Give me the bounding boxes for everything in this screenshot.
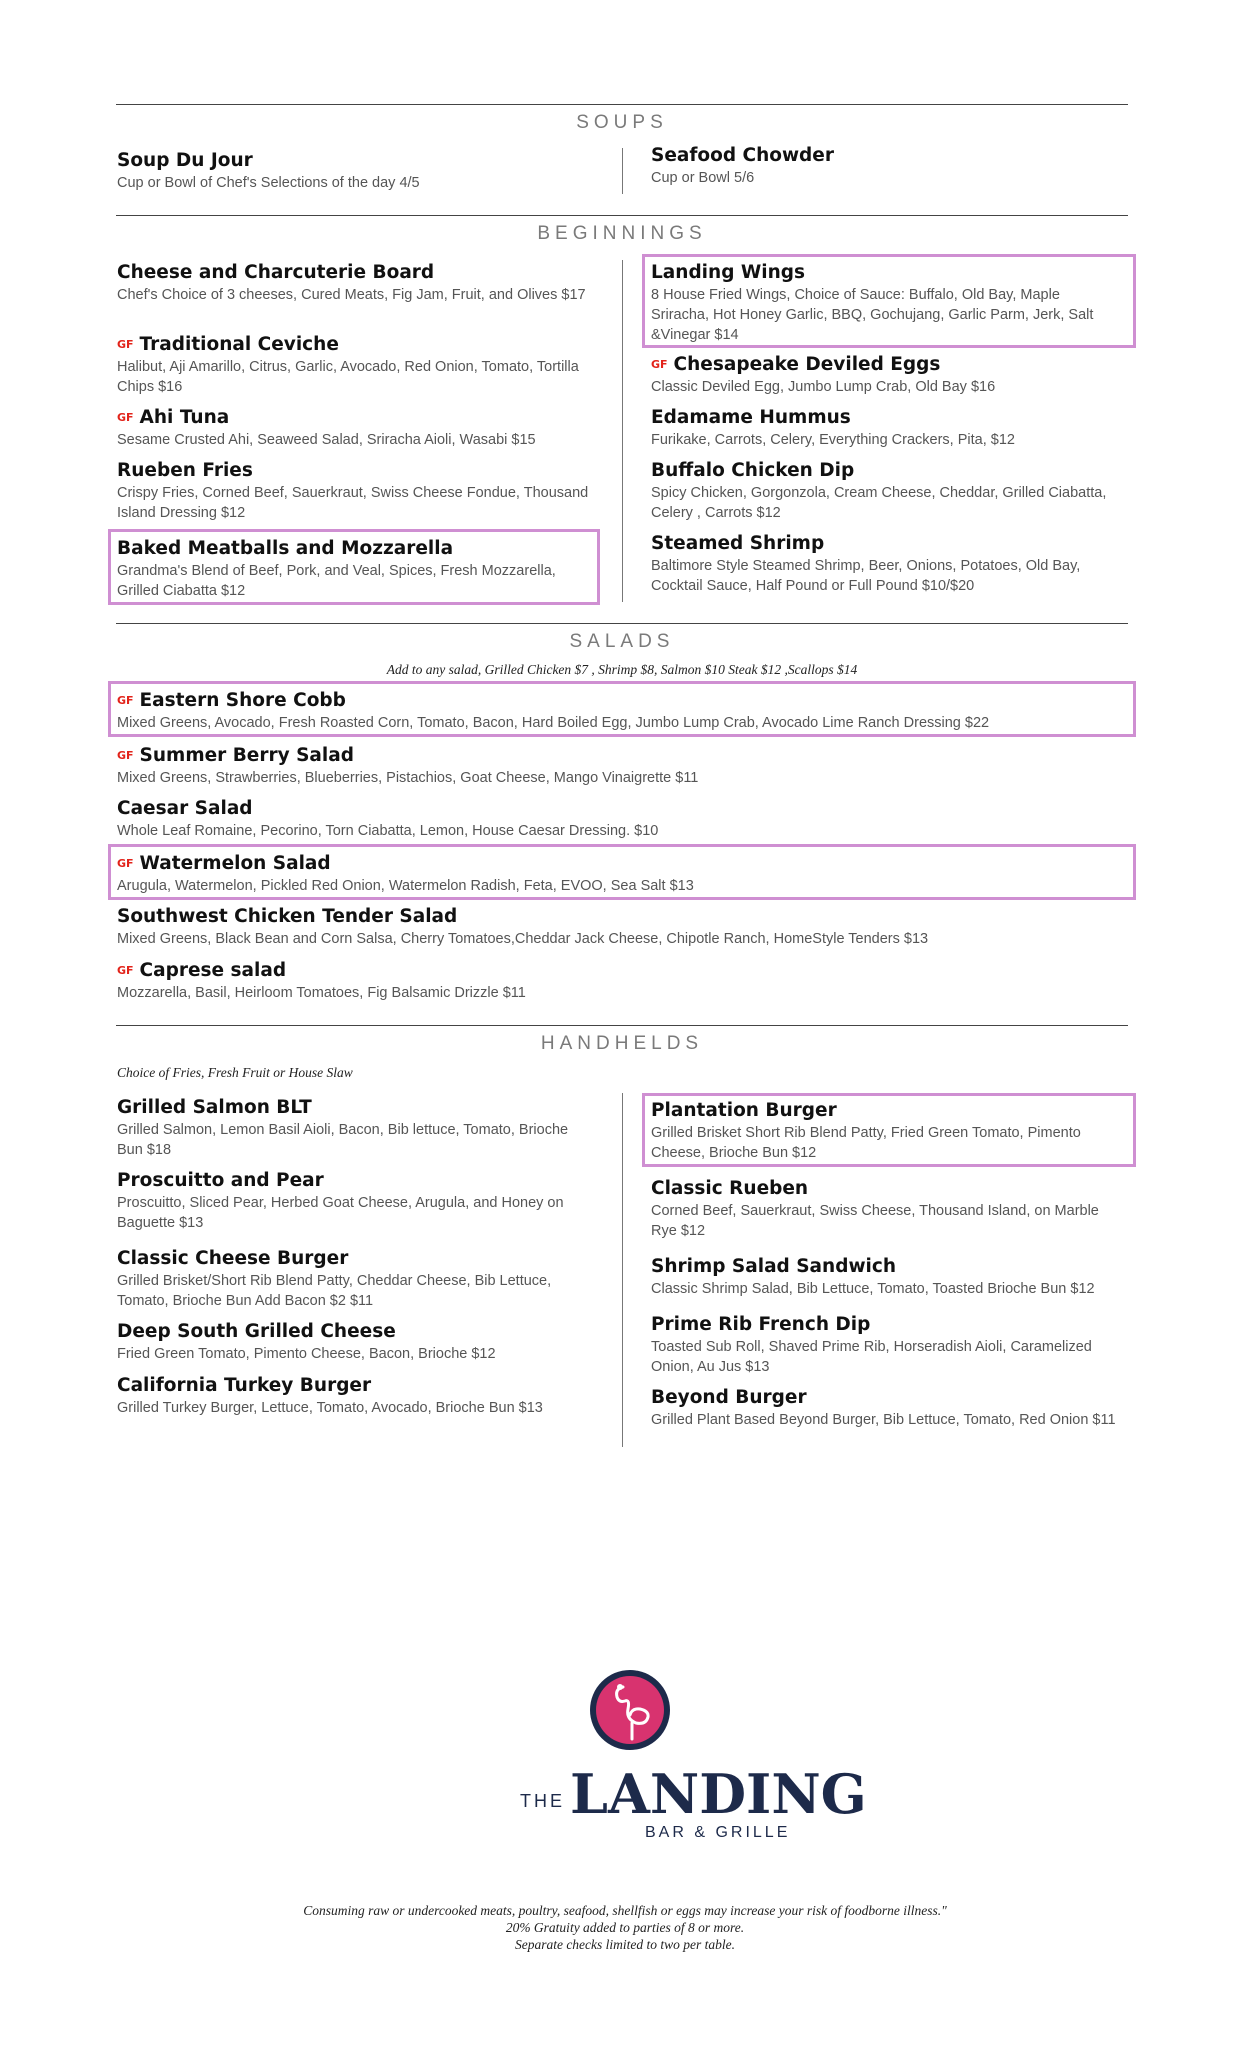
item-desc: Halibut, Aji Amarillo, Citrus, Garlic, Avocado, Red Onion, Tomato, Tortilla Chips $16 [117, 359, 579, 395]
menu-item [117, 1320, 597, 1364]
menu-item [651, 1313, 1121, 1377]
gluten-free-badge: GF [117, 964, 134, 977]
item-name: Prime Rib French Dip [651, 1314, 871, 1335]
item-desc: Fried Green Tomato, Pimento Cheese, Bacon, Brioche $12 [117, 1346, 496, 1362]
item-desc: Chef's Choice of 3 cheeses, Cured Meats, Fig Jam, Fruit, and Olives $17 [117, 287, 586, 303]
menu-item [117, 406, 597, 450]
item-name: Watermelon Salad [139, 853, 331, 874]
item-name: Caesar Salad [117, 798, 253, 819]
item-desc: Corned Beef, Sauerkraut, Swiss Cheese, Thousand Island, on Marble Rye $12 [651, 1203, 1099, 1239]
section-title-soups: SOUPS [576, 112, 668, 133]
footer-line: 20% Gratuity added to parties of 8 or more. [505, 1920, 745, 1935]
menu-item [651, 1177, 1121, 1241]
item-name: Proscuitto and Pear [117, 1170, 324, 1191]
item-name: Deep South Grilled Cheese [117, 1321, 396, 1342]
section-title-salads: SALADS [569, 631, 675, 652]
menu-item [117, 333, 597, 397]
item-name: Soup Du Jour [117, 150, 253, 171]
item-name: Caprese salad [139, 960, 287, 981]
menu-item [651, 406, 1121, 450]
item-desc: Baltimore Style Steamed Shrimp, Beer, Onions, Potatoes, Old Bay, Cocktail Sauce, Half Pound or Full Pound $10/$20 [651, 558, 1081, 594]
item-name: Chesapeake Deviled Eggs [673, 354, 941, 375]
item-desc: Furikake, Carrots, Celery, Everything Crackers, Pita, $12 [651, 432, 1015, 448]
item-name: California Turkey Burger [117, 1375, 372, 1396]
menu-item [651, 1099, 1121, 1163]
item-name: Classic Rueben [651, 1178, 809, 1199]
footer-notes [200, 1902, 1050, 1953]
item-desc: Classic Deviled Egg, Jumbo Lump Crab, Old Bay $16 [651, 379, 996, 395]
item-name: Steamed Shrimp [651, 533, 825, 554]
item-name: Plantation Burger [651, 1100, 837, 1121]
menu-item [651, 532, 1121, 596]
item-desc: Cup or Bowl 5/6 [651, 170, 755, 186]
item-desc: Cup or Bowl of Chef's Selections of the day 4/5 [117, 175, 420, 191]
item-name: Beyond Burger [651, 1387, 807, 1408]
item-desc: Toasted Sub Roll, Shaved Prime Rib, Horseradish Aioli, Caramelized Onion, Au Jus $13 [651, 1339, 1092, 1375]
menu-item [117, 689, 1117, 733]
menu-item [117, 852, 1117, 896]
logo-the: THE [520, 1791, 565, 1811]
section-title-handhelds: HANDHELDS [540, 1033, 704, 1054]
menu-item [117, 1247, 597, 1311]
gluten-free-badge: GF [651, 358, 668, 371]
menu-item [117, 261, 597, 305]
menu-item [651, 459, 1121, 523]
gluten-free-badge: GF [117, 694, 134, 707]
menu-item [117, 1096, 597, 1160]
item-name: Classic Cheese Burger [117, 1248, 349, 1269]
handhelds-side-note: Choice of Fries, Fresh Fruit or House Slaw [117, 1065, 353, 1080]
item-desc: Classic Shrimp Salad, Bib Lettuce, Tomato, Toasted Brioche Bun $12 [651, 1281, 1095, 1297]
divider [116, 215, 1128, 216]
item-name: Traditional Ceviche [139, 334, 339, 355]
item-desc: Whole Leaf Romaine, Pecorino, Torn Ciabatta, Lemon, House Caesar Dressing. $10 [117, 823, 659, 839]
divider [116, 623, 1128, 624]
divider [116, 104, 1128, 105]
salads-add-on-note: Add to any salad, Grilled Chicken $7 , Shrimp $8, Salmon $10 Steak $12 ,Scallops $14 [386, 662, 858, 677]
item-desc: Grilled Plant Based Beyond Burger, Bib Lettuce, Tomato, Red Onion $11 [651, 1412, 1116, 1428]
item-desc: Mozzarella, Basil, Heirloom Tomatoes, Fig Balsamic Drizzle $11 [117, 985, 526, 1001]
menu-item [117, 1374, 597, 1418]
item-name: Seafood Chowder [651, 145, 834, 166]
column-divider [622, 148, 623, 194]
item-name: Grilled Salmon BLT [117, 1097, 312, 1118]
item-name: Southwest Chicken Tender Salad [117, 906, 458, 927]
divider [116, 1025, 1128, 1026]
item-name: Ahi Tuna [139, 407, 230, 428]
menu-item [117, 797, 1117, 841]
item-desc: Grilled Brisket Short Rib Blend Patty, Fried Green Tomato, Pimento Cheese, Brioche Bun $12 [651, 1125, 1081, 1161]
item-desc: Arugula, Watermelon, Pickled Red Onion, Watermelon Radish, Feta, EVOO, Sea Salt $13 [117, 878, 694, 894]
item-name: Edamame Hummus [651, 407, 851, 428]
item-desc: Grilled Salmon, Lemon Basil Aioli, Bacon, Bib lettuce, Tomato, Brioche Bun $18 [117, 1122, 569, 1158]
item-desc: Crispy Fries, Corned Beef, Sauerkraut, Swiss Cheese Fondue, Thousand Island Dressing $12 [117, 485, 589, 521]
item-name: Eastern Shore Cobb [139, 690, 346, 711]
menu-item [117, 744, 1117, 788]
item-name: Buffalo Chicken Dip [651, 460, 855, 481]
item-desc: Proscuitto, Sliced Pear, Herbed Goat Cheese, Arugula, and Honey on Baguette $13 [117, 1195, 564, 1231]
gluten-free-badge: GF [117, 411, 134, 424]
menu-item [651, 1386, 1121, 1430]
menu-item [117, 905, 1117, 949]
item-name: Shrimp Salad Sandwich [651, 1256, 897, 1277]
flamingo-head [617, 1684, 623, 1690]
menu-item [117, 459, 597, 523]
section-title-beginnings: BEGINNINGS [537, 223, 707, 244]
menu-item [117, 537, 597, 601]
item-desc: Mixed Greens, Strawberries, Blueberries, Pistachios, Goat Cheese, Mango Vinaigrette $11 [117, 770, 699, 786]
item-desc: Grilled Brisket/Short Rib Blend Patty, Cheddar Cheese, Bib Lettuce, Tomato, Brioche Bun Add Bacon $2 $11 [117, 1273, 552, 1309]
column-divider [622, 1093, 623, 1447]
item-desc: Mixed Greens, Black Bean and Corn Salsa, Cherry Tomatoes,Cheddar Jack Cheese, Chipotle Ranch, HomeStyle Tenders $13 [117, 931, 929, 947]
item-desc: 8 House Fried Wings, Choice of Sauce: Buffalo, Old Bay, Maple Sriracha, Hot Honey Garlic, BBQ, Gochujang, Garlic Parm, Jerk, Salt &Vinegar $14 [651, 287, 1094, 343]
footer-line: Separate checks limited to two per table. [514, 1937, 736, 1952]
item-desc: Sesame Crusted Ahi, Seaweed Salad, Sriracha Aioli, Wasabi $15 [117, 432, 536, 448]
menu-item [651, 353, 1121, 397]
item-desc: Grilled Turkey Burger, Lettuce, Tomato, Avocado, Brioche Bun $13 [117, 1400, 543, 1416]
menu-item [651, 1255, 1121, 1299]
footer-line: Consuming raw or undercooked meats, poultry, seafood, shellfish or eggs may increase your risk of foodborne illness." [303, 1903, 947, 1918]
item-name: Landing Wings [651, 262, 806, 283]
menu-item [117, 149, 597, 193]
gluten-free-badge: GF [117, 749, 134, 762]
item-name: Summer Berry Salad [139, 745, 354, 766]
menu-item [117, 1169, 597, 1233]
menu-item [651, 144, 1121, 188]
the-landing-logo [440, 1665, 867, 1865]
gluten-free-badge: GF [117, 857, 134, 870]
gluten-free-badge: GF [117, 338, 134, 351]
item-name: Rueben Fries [117, 460, 253, 481]
logo-bar-grille: BAR & GRILLE [645, 1824, 791, 1841]
item-name: Baked Meatballs and Mozzarella [117, 538, 454, 559]
logo-landing: LANDING [570, 1762, 867, 1826]
item-desc: Grandma's Blend of Beef, Pork, and Veal, Spices, Fresh Mozzarella, Grilled Ciabatta $12 [117, 563, 556, 599]
logo-inner-circle [596, 1676, 664, 1744]
item-desc: Spicy Chicken, Gorgonzola, Cream Cheese, Cheddar, Grilled Ciabatta, Celery , Carrots $12 [651, 485, 1107, 521]
item-name: Cheese and Charcuterie Board [117, 262, 435, 283]
menu-item [117, 959, 1117, 1003]
column-divider [622, 260, 623, 602]
item-desc: Mixed Greens, Avocado, Fresh Roasted Corn, Tomato, Bacon, Hard Boiled Egg, Jumbo Lump Crab, Avocado Lime Ranch Dressing $22 [117, 715, 990, 731]
menu-item [651, 261, 1121, 345]
